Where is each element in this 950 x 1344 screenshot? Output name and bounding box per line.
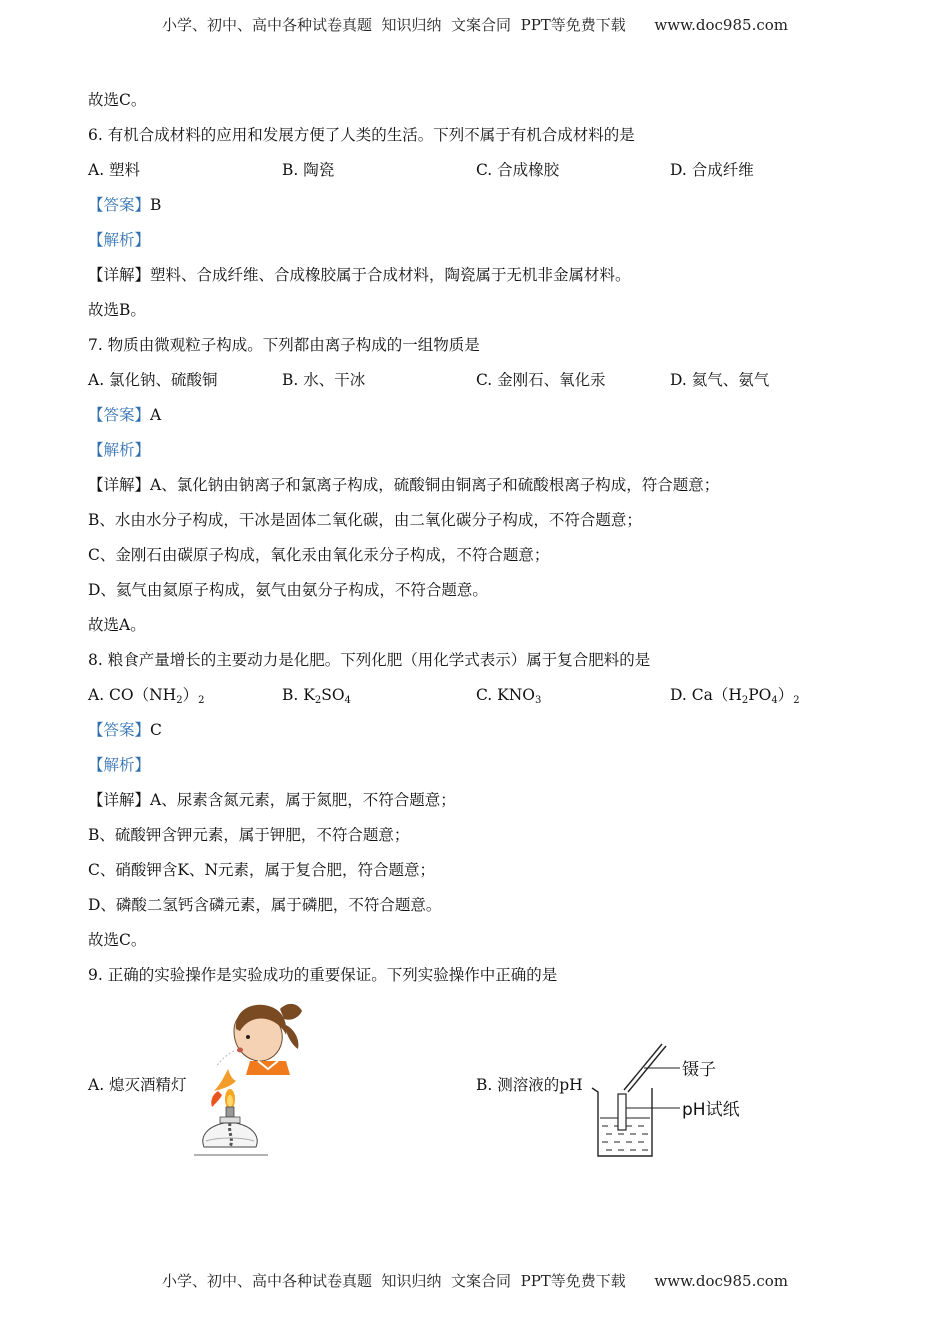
- answer-label: 【答案】: [88, 196, 151, 214]
- alcohol-lamp-icon: [194, 1107, 268, 1155]
- q6-conclusion: 故选B。: [88, 301, 146, 319]
- q8-analysis-label: [88, 755, 150, 775]
- q8-conclusion: 故选C。: [88, 931, 147, 949]
- q8-option-b: B. $K_2SO_4$: [282, 686, 351, 706]
- q6-answer: [88, 195, 161, 215]
- girl-face-icon: [234, 1004, 302, 1075]
- ph-paper-label: pH试纸: [682, 1100, 740, 1120]
- tweezers-label: 镊子: [682, 1060, 716, 1080]
- q7-conclusion: 故选A。: [88, 616, 146, 634]
- q8-detail-d: D、磷酸二氢钙含磷元素，属于磷肥，不符合题意。: [88, 896, 442, 914]
- q7-detail-a: [88, 475, 719, 495]
- page-footer: 小学、初中、高中各种试卷真题 知识归纳 文案合同 PPT等免费下载 www.doc985.com: [161, 1272, 788, 1290]
- alcohol-lamp-illustration: [190, 995, 310, 1165]
- q6-stem: 6. 有机合成材料的应用和发展方便了人类的生活。下列不属于有机合成材料的是: [88, 126, 635, 144]
- q7-detail-c: C、金刚石由碳原子构成，氧化汞由氧化汞分子构成，不符合题意；: [88, 546, 550, 564]
- answer-label: 【答案】: [88, 721, 151, 739]
- detail-label: 【详解】: [88, 266, 151, 284]
- q7-detail-b: B、水由水分子构成，干冰是固体二氧化碳，由二氧化碳分子构成，不符合题意；: [88, 511, 642, 529]
- q8-option-c: C. $KNO_3$: [476, 686, 542, 706]
- analysis-label: 【解析】: [88, 441, 151, 459]
- q6-detail-text: 塑料、合成纤维、合成橡胶属于合成材料，陶瓷属于无机非金属材料。: [150, 266, 631, 284]
- q7-detail-a-text: A、氯化钠由钠离子和氯离子构成，硫酸铜由铜离子和硫酸根离子构成，符合题意；: [150, 476, 720, 494]
- q7-option-a: A. 氯化钠、硫酸铜: [88, 371, 218, 389]
- q7-analysis-label: [88, 440, 150, 460]
- page-header: 小学、初中、高中各种试卷真题 知识归纳 文案合同 PPT等免费下载 www.doc985.com: [161, 16, 788, 34]
- q6-option-d: D. 合成纤维: [670, 161, 754, 179]
- q8-detail-b: B、硫酸钾含钾元素，属于钾肥，不符合题意；: [88, 826, 410, 844]
- q8-option-a: A. $CO(NH_2)_2$: [88, 686, 205, 706]
- q8-option-d: D. $Ca(H_2PO_4)_2$: [670, 686, 800, 706]
- q7-stem: 7. 物质由微观粒子构成。下列都由离子构成的一组物质是: [88, 336, 480, 354]
- q7-detail-d: D、氦气由氦原子构成，氨气由氨分子构成，不符合题意。: [88, 581, 488, 599]
- q8-detail-c: C、硝酸钾含K、N元素，属于复合肥，符合题意；: [88, 861, 436, 879]
- q6-option-c: C. 合成橡胶: [476, 161, 560, 179]
- q6-analysis-label: [88, 230, 150, 250]
- q6-answer-value: B: [150, 196, 162, 214]
- q8-stem: 8. 粮食产量增长的主要动力是化肥。下列化肥（用化学式表示）属于复合肥料的是: [88, 651, 651, 669]
- q5-conclusion: 故选C。: [88, 91, 147, 109]
- q7-option-c: C. 金刚石、氧化汞: [476, 371, 606, 389]
- detail-label: 【详解】: [88, 476, 151, 494]
- q7-answer-value: A: [150, 406, 162, 424]
- q7-option-d: D. 氦气、氨气: [670, 371, 770, 389]
- q9-option-b: B. 测溶液的pH: [476, 1076, 583, 1094]
- q8-answer-value: C: [150, 721, 162, 739]
- q9-option-a: A. 熄灭酒精灯: [88, 1076, 187, 1094]
- answer-label: 【答案】: [88, 406, 151, 424]
- q8-detail-a: [88, 790, 456, 810]
- q6-detail: [88, 265, 631, 285]
- tweezers-icon: [624, 1044, 680, 1092]
- detail-label: 【详解】: [88, 791, 151, 809]
- q8-answer: [88, 720, 162, 740]
- q8-detail-a-text: A、尿素含氮元素，属于氮肥，不符合题意；: [150, 791, 456, 809]
- q6-option-b: B. 陶瓷: [282, 161, 335, 179]
- q6-option-a: A. 塑料: [88, 161, 141, 179]
- q7-option-b: B. 水、干冰: [282, 371, 366, 389]
- q9-stem: 9. 正确的实验操作是实验成功的重要保证。下列实验操作中正确的是: [88, 966, 558, 984]
- analysis-label: 【解析】: [88, 756, 151, 774]
- flame-icon: [211, 1069, 236, 1109]
- ph-paper-icon: [618, 1094, 680, 1130]
- q7-answer: [88, 405, 161, 425]
- analysis-label: 【解析】: [88, 231, 151, 249]
